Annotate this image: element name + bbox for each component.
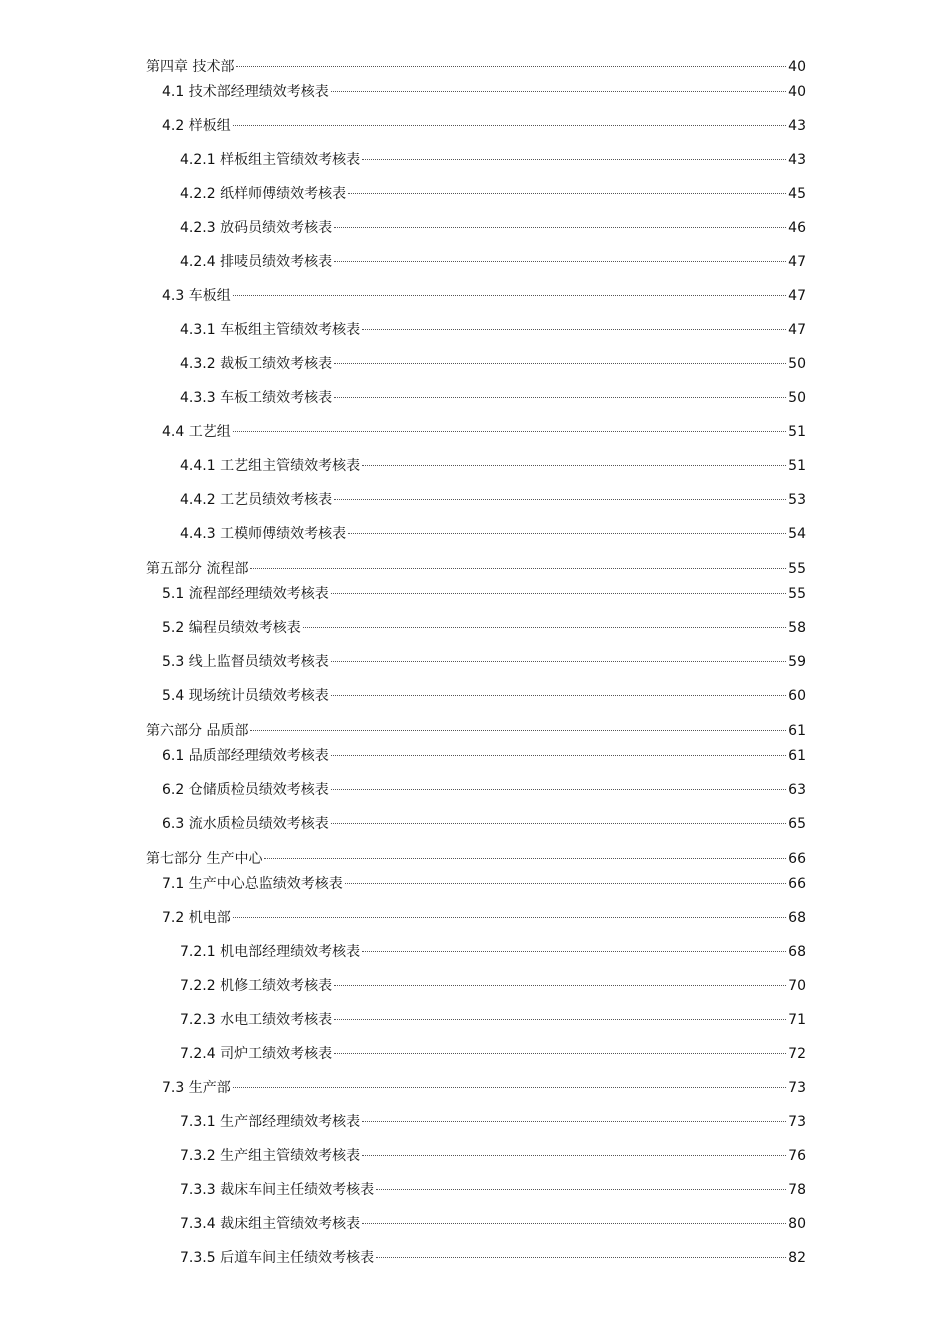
toc-entry[interactable]	[146, 1248, 806, 1268]
toc-page-number: 68	[788, 910, 806, 926]
toc-page-number: 61	[788, 748, 806, 764]
toc-entry-label: 6.1 品质部经理绩效考核表	[162, 748, 329, 764]
toc-entry-label: 4.1 技术部经理绩效考核表	[162, 84, 329, 100]
toc-page-number: 54	[788, 526, 806, 542]
toc-entry[interactable]	[146, 1078, 806, 1098]
toc-entry[interactable]	[146, 942, 806, 962]
toc-entry[interactable]	[146, 150, 806, 170]
toc-entry-label: 7.3.5 后道车间主任绩效考核表	[180, 1250, 375, 1266]
toc-page-number: 71	[788, 1012, 806, 1028]
toc-entry[interactable]	[146, 908, 806, 928]
toc-page-number: 78	[788, 1182, 806, 1198]
toc-entry[interactable]	[146, 524, 806, 544]
toc-entry[interactable]	[146, 1010, 806, 1030]
toc-entry-label: 5.1 流程部经理绩效考核表	[162, 586, 329, 602]
toc-dot-leader	[334, 1053, 786, 1054]
toc-page-number: 40	[788, 84, 806, 100]
toc-dot-leader	[331, 695, 786, 696]
toc-dot-leader	[334, 227, 786, 228]
toc-dot-leader	[331, 823, 786, 824]
toc-entry[interactable]	[146, 1112, 806, 1132]
toc-page-number: 73	[788, 1080, 806, 1096]
toc-dot-leader	[362, 951, 786, 952]
toc-entry[interactable]	[146, 1214, 806, 1234]
toc-dot-leader	[362, 159, 786, 160]
toc-entry[interactable]	[146, 1180, 806, 1200]
toc-dot-leader	[348, 193, 786, 194]
toc-entry-label: 第七部分 生产中心	[146, 851, 263, 867]
toc-entry-label: 7.3.2 生产组主管绩效考核表	[180, 1148, 361, 1164]
toc-page-number: 55	[788, 586, 806, 602]
toc-entry-label: 第四章 技术部	[146, 59, 235, 75]
toc-entry-label: 5.3 线上监督员绩效考核表	[162, 654, 329, 670]
toc-entry-label: 4.3.1 车板组主管绩效考核表	[180, 322, 361, 338]
toc-entry-label: 5.4 现场统计员绩效考核表	[162, 688, 329, 704]
toc-entry[interactable]	[146, 388, 806, 408]
toc-page-number: 63	[788, 782, 806, 798]
toc-entry-label: 7.3.3 裁床车间主任绩效考核表	[180, 1182, 375, 1198]
toc-page-number: 59	[788, 654, 806, 670]
toc-page-number: 51	[788, 458, 806, 474]
toc-entry-label: 6.3 流水质检员绩效考核表	[162, 816, 329, 832]
toc-entry[interactable]	[146, 618, 806, 638]
toc-dot-leader	[362, 1121, 786, 1122]
toc-dot-leader	[362, 329, 786, 330]
toc-page-number: 80	[788, 1216, 806, 1232]
toc-page-number: 55	[788, 561, 806, 577]
toc-dot-leader	[345, 883, 786, 884]
toc-page-number: 68	[788, 944, 806, 960]
toc-entry-label: 7.2.2 机修工绩效考核表	[180, 978, 333, 994]
toc-page-number: 50	[788, 356, 806, 372]
toc-dot-leader	[250, 568, 786, 569]
toc-entry[interactable]	[146, 218, 806, 238]
toc-page-number: 60	[788, 688, 806, 704]
toc-dot-leader	[362, 465, 786, 466]
toc-entry-label: 4.4 工艺组	[162, 424, 231, 440]
toc-entry-label: 7.1 生产中心总监绩效考核表	[162, 876, 343, 892]
toc-entry-label: 7.3.1 生产部经理绩效考核表	[180, 1114, 361, 1130]
toc-entry-label: 4.2.3 放码员绩效考核表	[180, 220, 333, 236]
toc-entry[interactable]	[146, 1146, 806, 1166]
toc-entry[interactable]	[146, 721, 806, 741]
toc-dot-leader	[233, 125, 786, 126]
toc-entry-label: 7.3 生产部	[162, 1080, 231, 1096]
toc-entry[interactable]	[146, 252, 806, 272]
toc-entry-label: 第五部分 流程部	[146, 561, 249, 577]
toc-dot-leader	[334, 261, 786, 262]
toc-dot-leader	[303, 627, 786, 628]
toc-entry-label: 7.2.1 机电部经理绩效考核表	[180, 944, 361, 960]
toc-page-number: 65	[788, 816, 806, 832]
toc-entry-label: 4.2 样板组	[162, 118, 231, 134]
toc-entry-label: 4.4.2 工艺员绩效考核表	[180, 492, 333, 508]
toc-entry-label: 7.2 机电部	[162, 910, 231, 926]
toc-dot-leader	[250, 730, 786, 731]
toc-entry[interactable]	[146, 320, 806, 340]
toc-entry[interactable]	[146, 116, 806, 136]
toc-entry-label: 4.3.3 车板工绩效考核表	[180, 390, 333, 406]
toc-entry-label: 4.3.2 裁板工绩效考核表	[180, 356, 333, 372]
toc-dot-leader	[331, 789, 786, 790]
toc-entry[interactable]	[146, 976, 806, 996]
toc-entry[interactable]	[146, 584, 806, 604]
toc-dot-leader	[334, 1019, 786, 1020]
toc-page-number: 66	[788, 876, 806, 892]
toc-page-number: 66	[788, 851, 806, 867]
toc-dot-leader	[376, 1257, 786, 1258]
toc-dot-leader	[362, 1223, 786, 1224]
toc-entry[interactable]	[146, 82, 806, 102]
toc-page-number: 47	[788, 288, 806, 304]
toc-page-number: 40	[788, 59, 806, 75]
toc-entry-label: 5.2 编程员绩效考核表	[162, 620, 301, 636]
toc-page-number: 46	[788, 220, 806, 236]
toc-entry[interactable]	[146, 354, 806, 374]
toc-entry[interactable]	[146, 286, 806, 306]
toc-page-number: 58	[788, 620, 806, 636]
toc-dot-leader	[233, 917, 786, 918]
toc-entry[interactable]	[146, 874, 806, 894]
toc-dot-leader	[331, 593, 786, 594]
toc-dot-leader	[233, 431, 786, 432]
toc-dot-leader	[331, 661, 786, 662]
toc-page-number: 51	[788, 424, 806, 440]
toc-entry-label: 4.3 车板组	[162, 288, 231, 304]
toc-entry[interactable]	[146, 456, 806, 476]
toc-page-number: 61	[788, 723, 806, 739]
toc-page-number: 76	[788, 1148, 806, 1164]
toc-entry[interactable]	[146, 1044, 806, 1064]
toc-entry-label: 4.2.1 样板组主管绩效考核表	[180, 152, 361, 168]
toc-dot-leader	[233, 1087, 786, 1088]
toc-entry[interactable]	[146, 652, 806, 672]
toc-dot-leader	[334, 363, 786, 364]
toc-dot-leader	[334, 499, 786, 500]
toc-entry[interactable]	[146, 849, 806, 869]
toc-entry[interactable]	[146, 57, 806, 77]
toc-entry[interactable]	[146, 559, 806, 579]
toc-page-number: 43	[788, 152, 806, 168]
toc-entry[interactable]	[146, 814, 806, 834]
toc-dot-leader	[264, 858, 786, 859]
toc-dot-leader	[331, 755, 786, 756]
toc-entry[interactable]	[146, 780, 806, 800]
toc-entry-label: 4.4.1 工艺组主管绩效考核表	[180, 458, 361, 474]
toc-entry[interactable]	[146, 686, 806, 706]
toc-entry[interactable]	[146, 184, 806, 204]
toc-entry-label: 7.3.4 裁床组主管绩效考核表	[180, 1216, 361, 1232]
toc-dot-leader	[376, 1189, 786, 1190]
toc-entry-label: 7.2.3 水电工绩效考核表	[180, 1012, 333, 1028]
toc-page-number: 72	[788, 1046, 806, 1062]
toc-page-number: 45	[788, 186, 806, 202]
toc-entry-label: 4.2.4 排唛员绩效考核表	[180, 254, 333, 270]
toc-dot-leader	[362, 1155, 786, 1156]
toc-dot-leader	[331, 91, 786, 92]
toc-entry[interactable]	[146, 422, 806, 442]
toc-entry-label: 第六部分 品质部	[146, 723, 249, 739]
toc-entry-label: 6.2 仓储质检员绩效考核表	[162, 782, 329, 798]
toc-page-number: 50	[788, 390, 806, 406]
toc-page-number: 47	[788, 254, 806, 270]
toc-dot-leader	[334, 985, 786, 986]
toc-page-number: 82	[788, 1250, 806, 1266]
toc-page-number: 53	[788, 492, 806, 508]
toc-dot-leader	[233, 295, 786, 296]
toc-dot-leader	[348, 533, 786, 534]
toc-entry-label: 7.2.4 司炉工绩效考核表	[180, 1046, 333, 1062]
toc-entry[interactable]	[146, 746, 806, 766]
toc-page-number: 47	[788, 322, 806, 338]
toc-entry-label: 4.4.3 工模师傅绩效考核表	[180, 526, 347, 542]
toc-dot-leader	[334, 397, 786, 398]
toc-page-number: 70	[788, 978, 806, 994]
toc-entry[interactable]	[146, 490, 806, 510]
toc-entry-label: 4.2.2 纸样师傅绩效考核表	[180, 186, 347, 202]
toc-page-number: 73	[788, 1114, 806, 1130]
toc-dot-leader	[236, 66, 786, 67]
toc-page-number: 43	[788, 118, 806, 134]
